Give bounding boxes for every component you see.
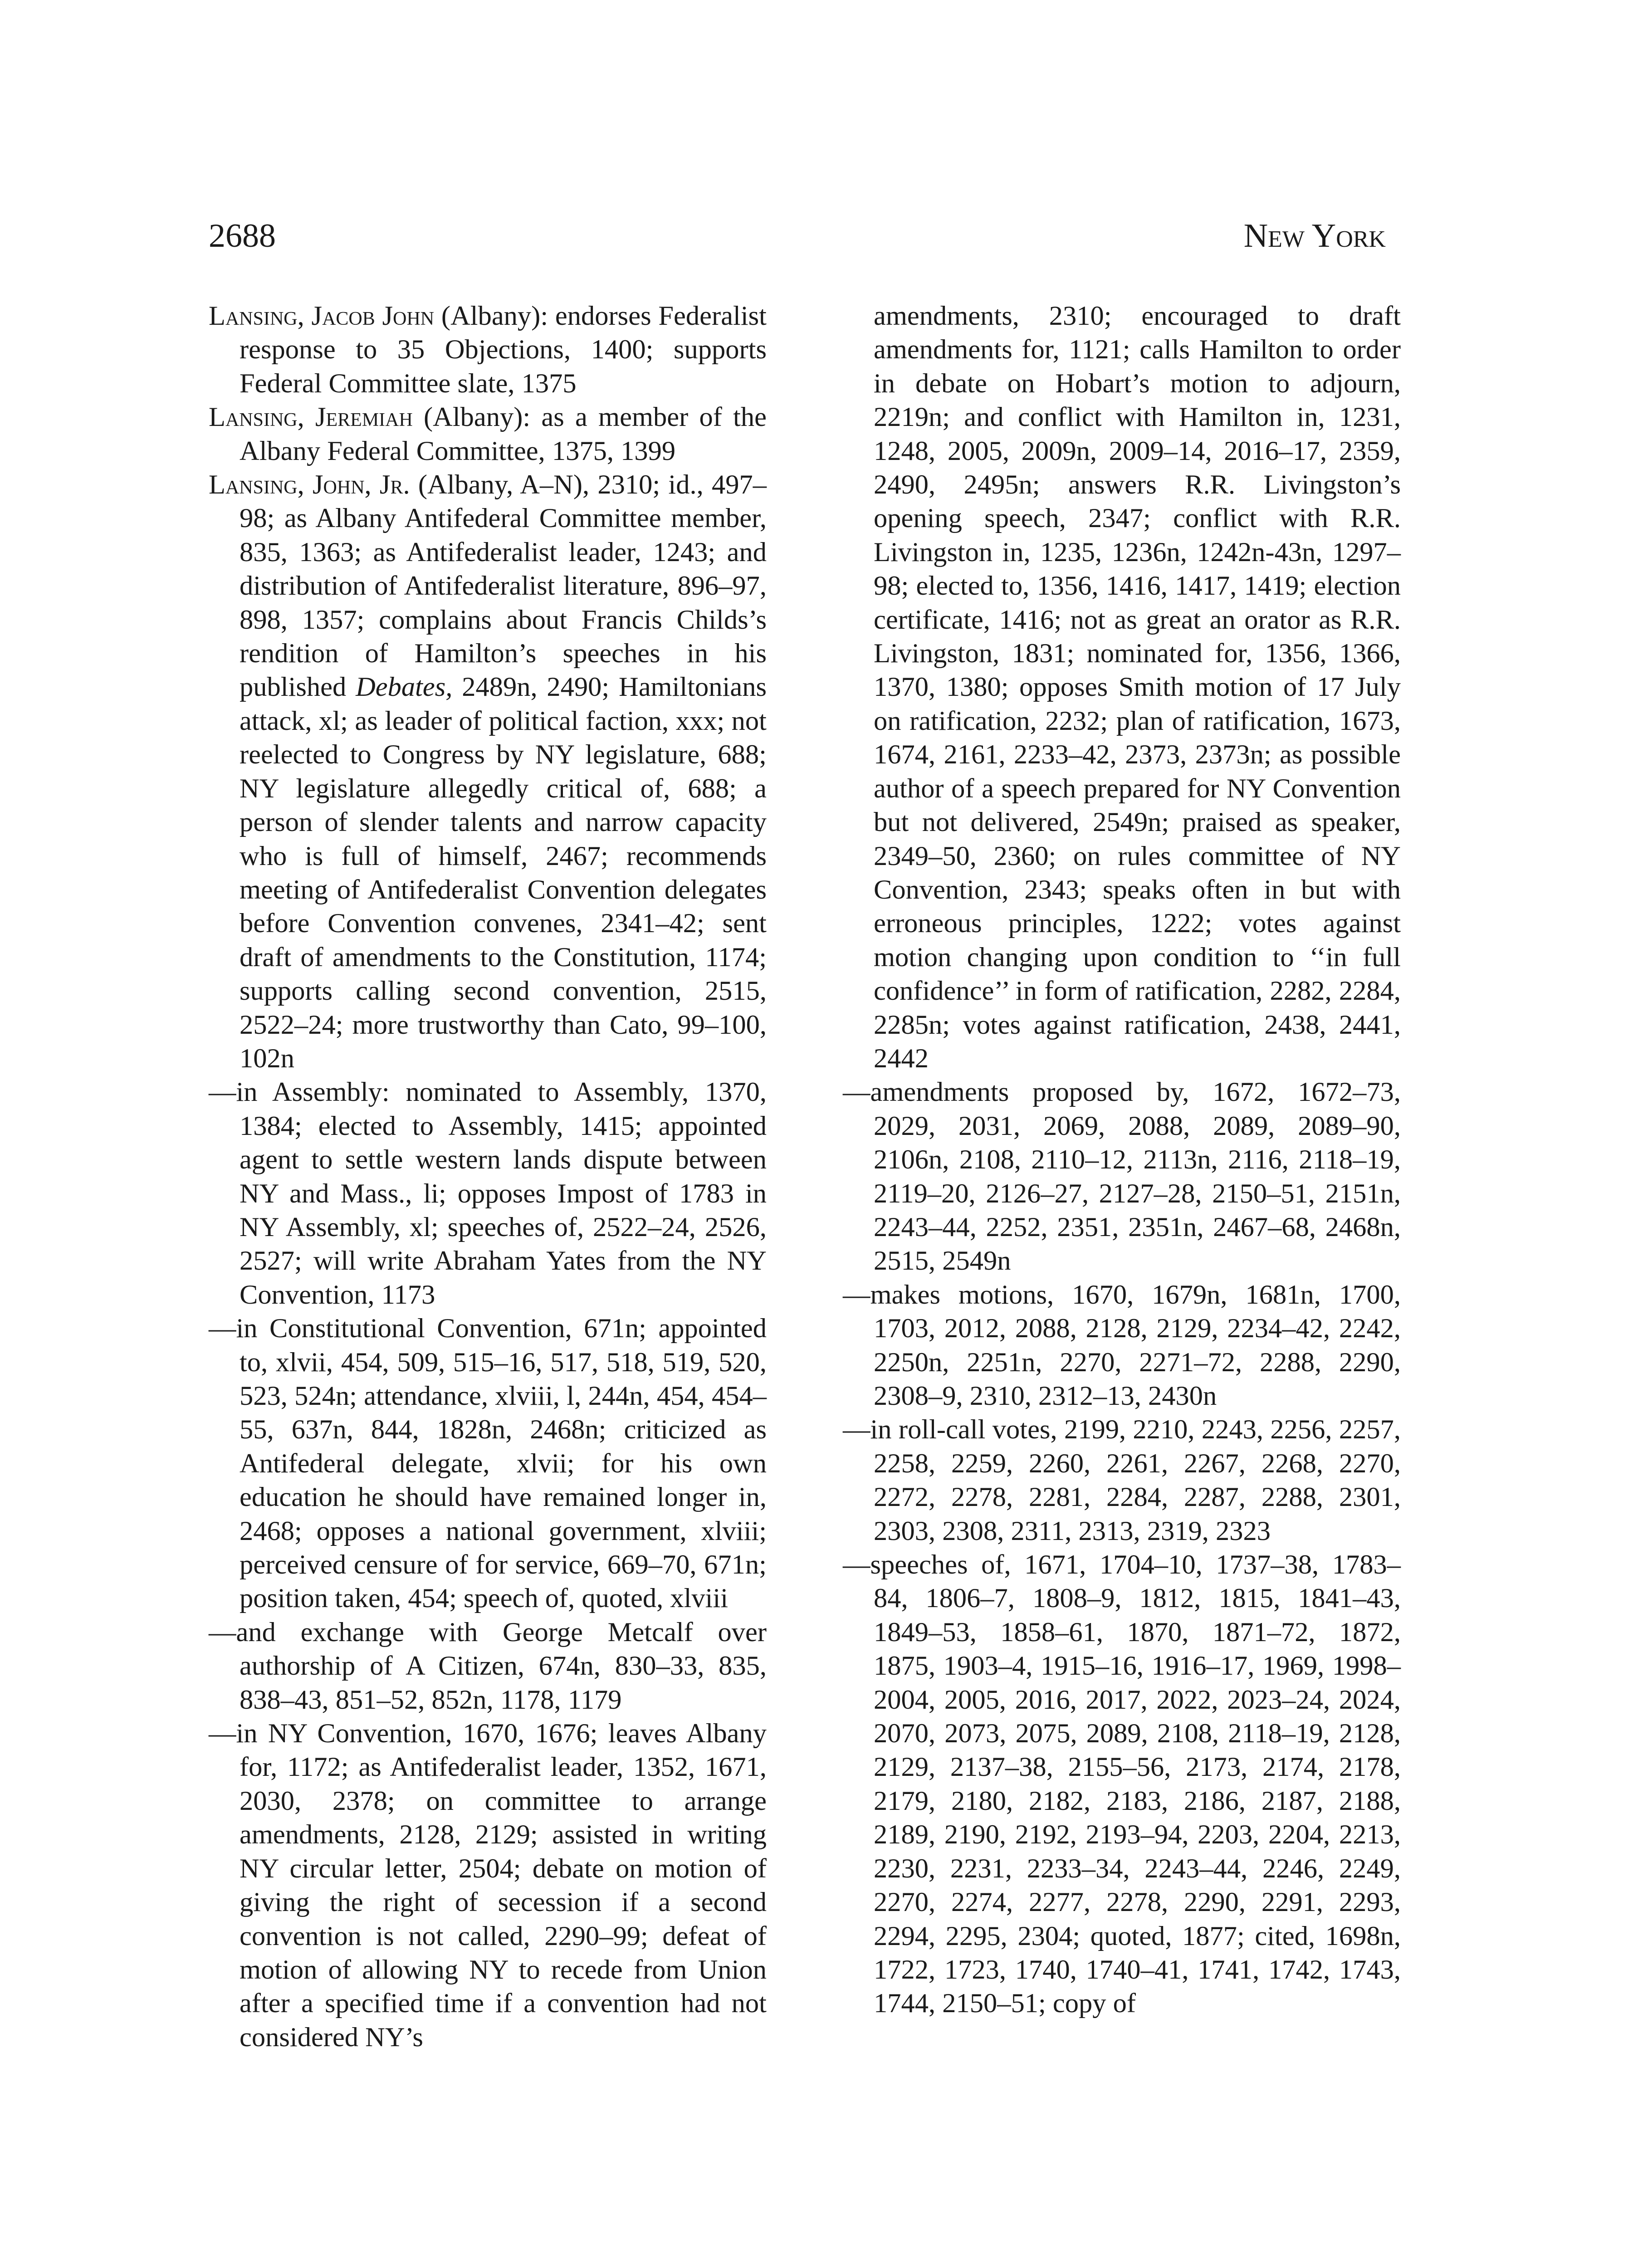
entry-italic-title: Debates, xyxy=(356,672,453,703)
index-entry xyxy=(209,401,767,468)
index-entry xyxy=(209,299,767,401)
entry-headword: Lansing, Jacob John xyxy=(209,301,435,331)
entry-text: (Albany, A–N), 2310; id., 497–98; as Albany Antifederal Committee member, 835, 1363; as Antifederalist leader, 1243; and distribution of Antifederalist literature, 896–97, 898, 1357; complains about Francis Childs’s rendition of Hamilton’s speeches in his published xyxy=(240,469,767,703)
index-subentry: —speeches of, 1671, 1704–10, 1737–38, 1783–84, 1806–7, 1808–9, 1812, 1815, 1841–43, 1849–53, 1858–61, 1870, 1871–72, 1872, 1875, 1903–4, 1915–16, 1916–17, 1969, 1998–2004, 2005, 2016, 2017, 2022, 2023–24, 2024, 2070, 2073, 2075, 2089, 2108, 2118–19, 2128, 2129, 2137–38, 2155–56, 2173, 2174, 2178, 2179, 2180, 2182, 2183, 2186, 2187, 2188, 2189, 2190, 2192, 2193–94, 2203, 2204, 2213, 2230, 2231, 2233–34, 2243–44, 2246, 2249, 2270, 2274, 2277, 2278, 2290, 2291, 2293, 2294, 2295, 2304; quoted, 1877; cited, 1698n, 1722, 1723, 1740, 1740–41, 1741, 1742, 1743, 1744, 2150–51; copy of xyxy=(843,1549,1401,2019)
index-column-right xyxy=(843,299,1401,2021)
entry-headword: Lansing, John, Jr. xyxy=(209,469,410,500)
index-entry xyxy=(209,468,767,1075)
index-entry-continuation: amendments, 2310; encouraged to draft amendments for, 1121; calls Hamilton to order in debate on Hobart’s motion to adjourn, 2219n; and conflict with Hamilton in, 1231, 1248, 2005, 2009n, 2009–14, 2016–17, 2359, 2490, 2495n; answers R.R. Livingston’s opening speech, 2347; conflict with R.R. Livingston in, 1235, 1236n, 1242n-43n, 1297–98; elected to, 1356, 1416, 1417, 1419; election certificate, 1416; not as great an orator as R.R. Livingston, 1831; nominated for, 1356, 1366, 1370, 1380; opposes Smith motion of 17 July on ratification, 2232; plan of ratification, 1673, 1674, 2161, 2233–42, 2373, 2373n; as possible author of a speech prepared for NY Convention but not delivered, 2549n; praised as speaker, 2349–50, 2360; on rules committee of NY Convention, 2343; speaks often in but with erroneous principles, 1222; votes against motion changing upon condition to ‘‘in full confidence’’ in form of ratification, 2282, 2284, 2285n; votes against ratification, 2438, 2441, 2442 xyxy=(874,301,1401,1074)
index-subentry: —in NY Convention, 1670, 1676; leaves Albany for, 1172; as Antifederalist leader, 1352, 1671, 2030, 2378; on committee to arrange amendments, 2128, 2129; assisted in writing NY circular letter, 2504; debate on motion of giving the right of secession if a second convention is not called, 2290–99; defeat of motion of allowing NY to recede from Union after a specified time if a convention had not considered NY’s xyxy=(209,1718,767,2053)
running-head: New York xyxy=(1243,217,1386,254)
index-subentry: —in Constitutional Convention, 671n; appointed to, xlvii, 454, 509, 515–16, 517, 518, 519, 520, 523, 524n; attendance, xlviii, l, 244n, 454, 454–55, 637n, 844, 1828n, 2468n; criticized as Antifederal delegate, xlvii; for his own education he should have remained longer in, 2468; opposes a national government, xlviii; perceived censure of for service, 669–70, 671n; position taken, 454; speech of, quoted, xlviii xyxy=(209,1313,767,1614)
page-header xyxy=(209,217,1386,258)
page-number: 2688 xyxy=(209,217,276,254)
entry-text: (Albany): as a member of the Albany Federal Committee, 1375, 1399 xyxy=(240,402,767,466)
index-subentry: —in Assembly: nominated to Assembly, 1370, 1384; elected to Assembly, 1415; appointed agent to settle western lands dispute between NY and Mass., li; opposes Impost of 1783 in NY Assembly, xl; speeches of, 2522–24, 2526, 2527; will write Abraham Yates from the NY Convention, 1173 xyxy=(209,1077,767,1310)
index-subentry: —in roll-call votes, 2199, 2210, 2243, 2256, 2257, 2258, 2259, 2260, 2261, 2267, 2268, 2270, 2272, 2278, 2281, 2284, 2287, 2288, 2301, 2303, 2308, 2311, 2313, 2319, 2323 xyxy=(843,1414,1401,1546)
index-subentry: —makes motions, 1670, 1679n, 1681n, 1700, 1703, 2012, 2088, 2128, 2129, 2234–42, 2242, 2250n, 2251n, 2270, 2271–72, 2288, 2290, 2308–9, 2310, 2312–13, 2430n xyxy=(843,1279,1401,1411)
entry-text: (Albany): endorses Federalist response to 35 Objections, 1400; supports Federal Committee slate, 1375 xyxy=(240,301,767,399)
entry-headword: Lansing, Jeremiah xyxy=(209,402,413,433)
index-column-left xyxy=(209,299,767,2054)
index-subentry: —amendments proposed by, 1672, 1672–73, 2029, 2031, 2069, 2088, 2089, 2089–90, 2106n, 2108, 2110–12, 2113n, 2116, 2118–19, 2119–20, 2126–27, 2127–28, 2150–51, 2151n, 2243–44, 2252, 2351, 2351n, 2467–68, 2468n, 2515, 2549n xyxy=(843,1077,1401,1276)
index-subentry: —and exchange with George Metcalf over authorship of A Citizen, 674n, 830–33, 835, 838–43, 851–52, 852n, 1178, 1179 xyxy=(209,1617,767,1715)
entry-text: 2489n, 2490; Hamiltonians attack, xl; as leader of political faction, xxx; not reelected to Congress by NY legislature, 688; NY legislature allegedly critical of, 688; a person of slender talents and narrow capacity who is full of himself, 2467; recommends meeting of Antifederalist Convention delegates before Convention convenes, 2341–42; sent draft of amendments to the Constitution, 1174; supports calling second convention, 2515, 2522–24; more trustworthy than Cato, 99–100, 102n xyxy=(240,672,767,1074)
